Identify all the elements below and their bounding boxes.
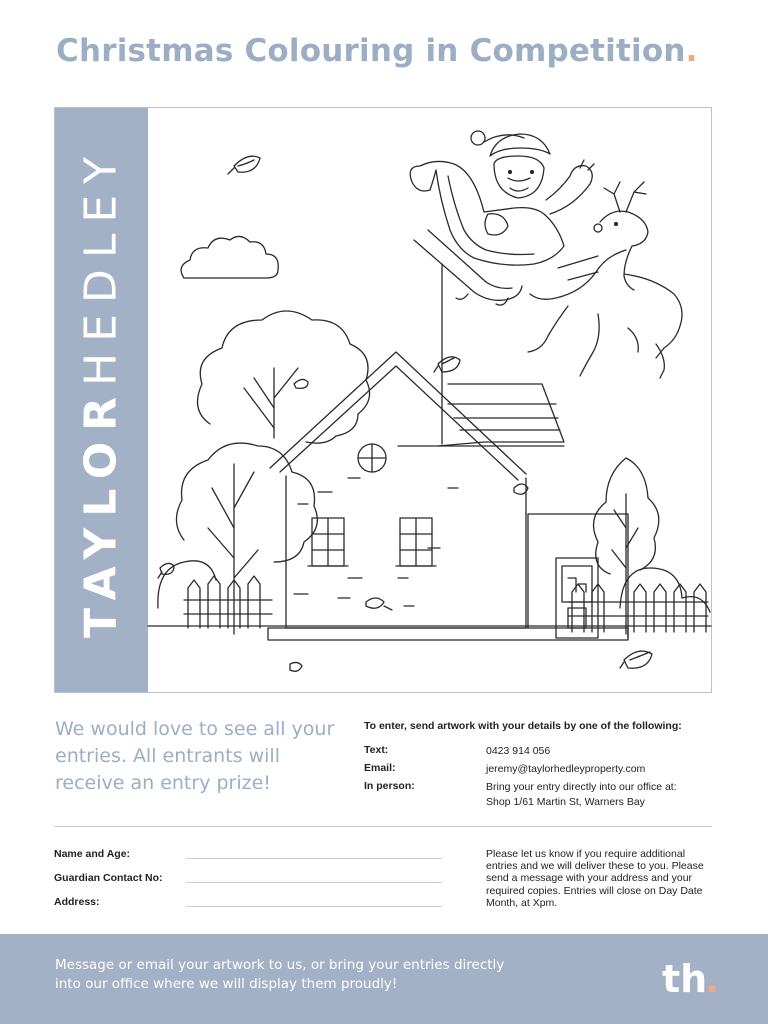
additional-entries-note: Please let us know if you require additional entries and we will deliver these to you. Please send a message with your address and your required copies. Entries will close on Day Date Month, at Xpm.: [486, 848, 704, 909]
form-label: Address:: [54, 896, 100, 908]
form-row-name: [54, 846, 454, 870]
page-title: [56, 33, 698, 69]
tree-illustration-right: [594, 458, 659, 634]
brand-wordmark: [76, 146, 127, 638]
title-dot: .: [685, 33, 698, 69]
reindeer-illustration: [528, 182, 682, 378]
entry-form: [54, 846, 454, 918]
entry-methods: [364, 744, 724, 808]
section-divider: [54, 826, 712, 827]
entry-method-label: Email:: [364, 762, 396, 774]
brand-name-bold: TAYLOR: [75, 385, 127, 639]
entry-heading: To enter, send artwork with your details by one of the following:: [364, 720, 682, 732]
entry-method-email: [364, 762, 724, 780]
brand-bar: [55, 108, 148, 692]
phone-number: 0423 914 056: [486, 745, 551, 757]
brand-name-light: HEDLEY: [75, 145, 127, 386]
office-address-line2: Shop 1/61 Martin St, Warners Bay: [486, 796, 645, 808]
tree-illustration: [176, 311, 369, 634]
guardian-contact-field[interactable]: [186, 882, 442, 883]
email-address: jeremy@taylorhedleyproperty.com: [486, 763, 646, 775]
fence-left: [184, 576, 272, 628]
name-age-field[interactable]: [186, 858, 442, 859]
cloud-icon: [181, 236, 278, 278]
office-address: [486, 780, 677, 810]
form-row-guardian: [54, 870, 454, 894]
footer-banner: [0, 934, 768, 1024]
office-address-line1: Bring your entry directly into our office at:: [486, 781, 677, 793]
form-label: Name and Age:: [54, 848, 131, 860]
logo-text: th: [662, 957, 708, 1001]
entry-method-in-person: [364, 780, 724, 808]
entry-method-label: In person:: [364, 780, 415, 792]
intro-text: We would love to see all your entries. All entrants will receive an entry prize!: [55, 718, 335, 794]
footer-text: Message or email your artwork to us, or bring your entries directly into our office where we will display them proudly!: [55, 957, 505, 992]
colouring-frame: [54, 107, 712, 693]
entry-method-text: [364, 744, 724, 762]
title-text: Christmas Colouring in Competition: [56, 33, 686, 69]
colouring-illustration: [148, 108, 711, 692]
th-logo-icon: [660, 954, 720, 1002]
form-label: Guardian Contact No:: [54, 872, 163, 884]
leaf-icon: [158, 156, 652, 671]
logo-dot: .: [705, 957, 720, 1001]
santa-sleigh-illustration: [410, 131, 594, 305]
entry-method-label: Text:: [364, 744, 389, 756]
fence-right: [568, 584, 708, 632]
address-field[interactable]: [186, 906, 442, 907]
form-row-address: [54, 894, 454, 918]
